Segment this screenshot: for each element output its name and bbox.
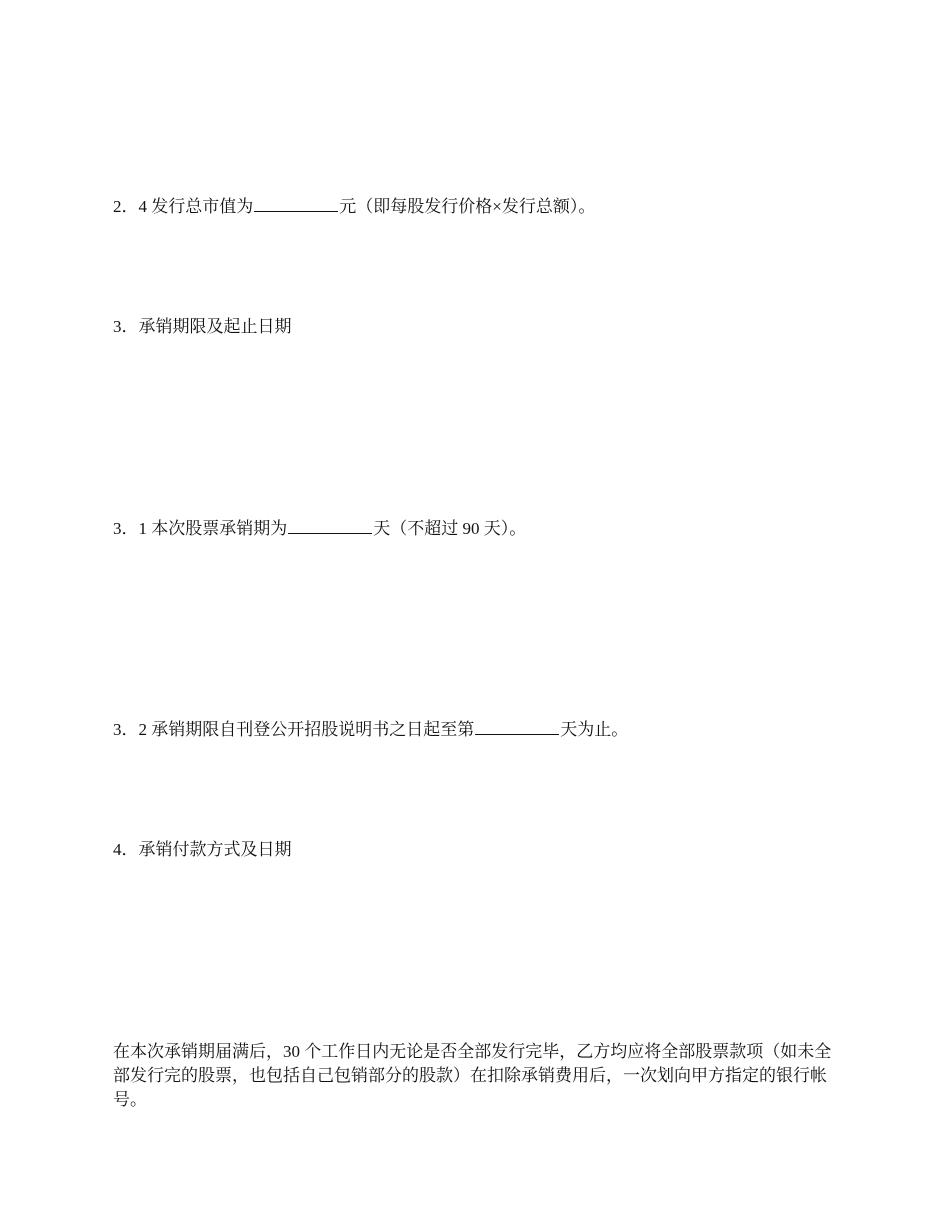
- clause-3-1: [113, 516, 526, 541]
- fill-in-blank-underwriting-days: [288, 516, 372, 534]
- clause-3-1-prefix: 3．1 本次股票承销期为: [113, 519, 288, 538]
- section-heading-4: 4．承销付款方式及日期: [113, 840, 292, 859]
- clause-2-4-suffix: 元（即每股发行价格×发行总额）。: [339, 197, 596, 216]
- clause-3-2: [113, 717, 628, 742]
- clause-2-4-prefix: 2．4 发行总市值为: [113, 197, 254, 216]
- clause-2-4: [113, 194, 595, 219]
- payment-paragraph: 在本次承销期届满后，30 个工作日内无论是否全部发行完毕，乙方均应将全部股票款项（如未全部发行完的股票，也包括自己包销部分的股款）在扣除承销费用后，一次划向甲方指定的银行帐号。: [113, 1042, 832, 1109]
- clause-3-2-suffix: 天为止。: [560, 720, 629, 739]
- section-heading-3: 3．承销期限及起止日期: [113, 317, 292, 336]
- fill-in-blank-end-day: [475, 717, 559, 735]
- clause-3-1-suffix: 天（不超过 90 天）。: [373, 519, 527, 538]
- fill-in-blank-market-value: [254, 194, 338, 212]
- clause-3-2-prefix: 3．2 承销期限自刊登公开招股说明书之日起至第: [113, 720, 475, 739]
